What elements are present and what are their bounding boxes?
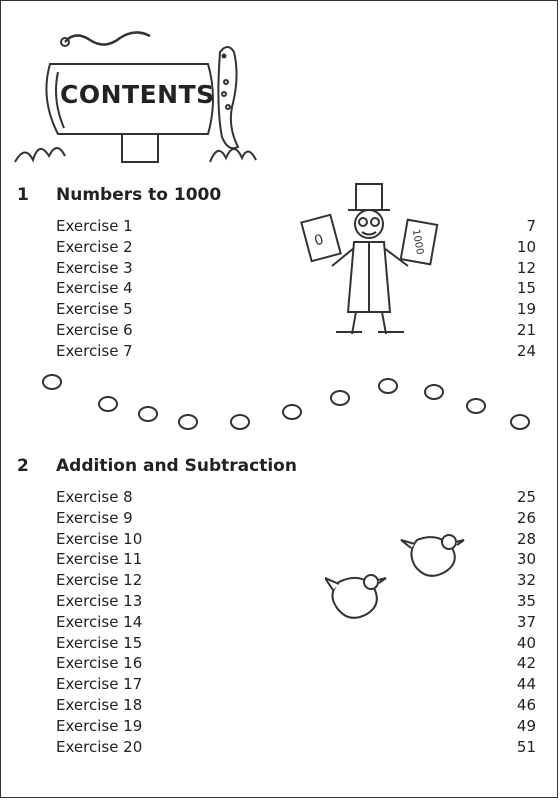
section-1-number: 1 [17, 185, 29, 205]
entry-label: Exercise 2 [56, 237, 133, 256]
toc-entry[interactable] [56, 278, 536, 299]
section-1-entries [56, 216, 536, 362]
entry-page: 37 [516, 612, 536, 631]
entry-page: 19 [516, 300, 536, 319]
entry-label: Exercise 15 [56, 633, 143, 652]
entry-label: Exercise 6 [56, 320, 133, 339]
section-2-number: 2 [17, 456, 29, 476]
entry-label: Exercise 11 [56, 550, 143, 569]
card-right-text: 1000 [409, 228, 426, 256]
entry-page: 21 [516, 320, 536, 339]
entry-label: Exercise 20 [56, 737, 143, 756]
entry-label: Exercise 8 [56, 488, 133, 506]
entry-page: 12 [516, 258, 536, 277]
toc-entry[interactable] [56, 216, 536, 237]
entry-page: 42 [516, 654, 536, 673]
entry-label: Exercise 19 [56, 716, 143, 735]
entry-page: 26 [516, 508, 536, 527]
ladybug-trail-illustration [30, 370, 540, 440]
entry-label: Exercise 13 [56, 591, 143, 610]
page-title: CONTENTS [60, 80, 215, 109]
entry-label: Exercise 10 [56, 529, 143, 548]
entry-label: Exercise 18 [56, 695, 143, 714]
toc-entry[interactable] [56, 737, 536, 758]
entry-label: Exercise 12 [56, 571, 143, 590]
toc-entry[interactable] [56, 487, 536, 508]
entry-label: Exercise 16 [56, 654, 143, 673]
entry-page: 25 [516, 488, 536, 506]
entry-page: 10 [516, 237, 536, 256]
entry-page: 28 [516, 529, 536, 548]
toc-entry[interactable] [56, 716, 536, 737]
entry-label: Exercise 4 [56, 279, 133, 298]
toc-entry[interactable] [56, 653, 536, 674]
section-2-title: Addition and Subtraction [56, 456, 297, 476]
entry-page: 15 [516, 279, 536, 298]
entry-label: Exercise 17 [56, 675, 143, 694]
toc-entry[interactable] [56, 258, 536, 279]
section-1-title: Numbers to 1000 [56, 185, 222, 205]
toc-entry[interactable] [56, 508, 536, 529]
magician-illustration [300, 182, 440, 342]
entry-page: 7 [526, 217, 536, 235]
birds-illustration [325, 530, 470, 625]
card-left-text: 0 [312, 231, 326, 250]
entry-label: Exercise 7 [56, 341, 133, 360]
entry-label: Exercise 9 [56, 508, 133, 527]
entry-page: 46 [516, 695, 536, 714]
entry-page: 44 [516, 675, 536, 694]
toc-entry[interactable] [56, 237, 536, 258]
entry-label: Exercise 1 [56, 217, 133, 235]
toc-entry[interactable] [56, 633, 536, 654]
toc-entry[interactable] [56, 320, 536, 341]
entry-page: 35 [516, 591, 536, 610]
entry-label: Exercise 3 [56, 258, 133, 277]
entry-page: 40 [516, 633, 536, 652]
entry-page: 30 [516, 550, 536, 569]
entry-page: 24 [516, 341, 536, 360]
entry-label: Exercise 5 [56, 300, 133, 319]
toc-entry[interactable] [56, 341, 536, 362]
entry-page: 32 [516, 571, 536, 590]
toc-entry[interactable] [56, 299, 536, 320]
entry-page: 49 [516, 716, 536, 735]
toc-entry[interactable] [56, 695, 536, 716]
toc-entry[interactable] [56, 674, 536, 695]
entry-label: Exercise 14 [56, 612, 143, 631]
entry-page: 51 [516, 737, 536, 756]
